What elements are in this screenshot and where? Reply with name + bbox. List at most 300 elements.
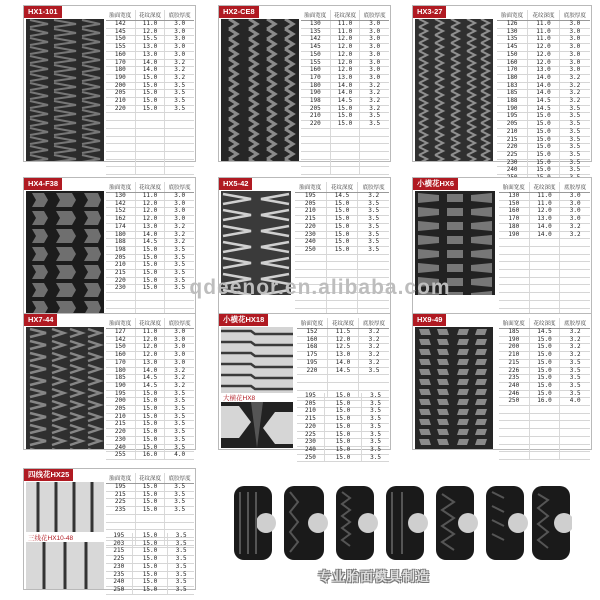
column-header: 胎面宽度 bbox=[106, 318, 135, 329]
table-cell bbox=[330, 167, 360, 175]
table-cell: 12.0 bbox=[135, 200, 165, 208]
column-header: 花纹深度 bbox=[330, 10, 360, 21]
table-cell: 13.0 bbox=[135, 51, 165, 59]
table-row bbox=[106, 586, 194, 594]
table-cell: 13.0 bbox=[135, 44, 165, 52]
table-cell: 14.5 bbox=[528, 98, 559, 106]
column-header: 花纹深度 bbox=[529, 182, 560, 193]
table-cell: 220 bbox=[106, 105, 135, 113]
table-cell: 13.0 bbox=[327, 352, 358, 360]
table-row bbox=[297, 446, 389, 454]
table-cell: 14.0 bbox=[135, 67, 165, 75]
table-cell: 190 bbox=[499, 336, 529, 344]
table-cell bbox=[135, 300, 165, 308]
table-cell: 205 bbox=[301, 105, 330, 113]
table-row bbox=[295, 223, 389, 231]
tire-showcase-image bbox=[232, 482, 572, 562]
table-cell: 15.0 bbox=[135, 444, 165, 452]
table-row bbox=[106, 563, 194, 571]
table-cell: 195 bbox=[295, 193, 326, 201]
table-cell: 15.0 bbox=[326, 239, 358, 247]
table-cell: 14.0 bbox=[529, 223, 560, 231]
table-row bbox=[499, 223, 590, 231]
table-cell: 15.0 bbox=[135, 270, 165, 278]
table-cell: 130 bbox=[106, 193, 135, 201]
table-row bbox=[106, 246, 194, 254]
table-cell: 3.5 bbox=[560, 382, 590, 390]
table-cell: 162 bbox=[106, 216, 135, 224]
table-cell: 3.5 bbox=[165, 421, 194, 429]
table-cell: 195 bbox=[106, 533, 132, 540]
table-cell: 15.0 bbox=[135, 262, 165, 270]
table-cell: 205 bbox=[295, 200, 326, 208]
table-cell: 15.0 bbox=[528, 151, 559, 159]
table-header-row bbox=[106, 473, 194, 484]
table-cell bbox=[499, 246, 529, 254]
table-cell bbox=[330, 151, 360, 159]
table-row-empty bbox=[295, 300, 389, 308]
panel-hx2-ce8 bbox=[218, 5, 391, 162]
watermark-text: qdeenor.en.alibaba.com bbox=[189, 276, 451, 299]
table-cell: 15.0 bbox=[528, 159, 559, 167]
table-cell: 3.0 bbox=[559, 28, 590, 36]
table-cell: 3.2 bbox=[165, 59, 194, 67]
table-cell: 205 bbox=[297, 400, 324, 408]
spec-table bbox=[106, 318, 194, 460]
table-cell: 15.0 bbox=[324, 446, 361, 454]
panel-hx9-49 bbox=[412, 313, 592, 450]
table-cell: 3.5 bbox=[559, 113, 590, 121]
table-cell: 15.0 bbox=[135, 429, 165, 437]
table-cell: 3.5 bbox=[165, 406, 194, 414]
table-cell: 12.0 bbox=[528, 59, 559, 67]
spec-table bbox=[301, 10, 389, 175]
table-row bbox=[297, 423, 389, 431]
table-cell: 3.5 bbox=[362, 439, 389, 447]
table-cell: 11.0 bbox=[529, 200, 560, 208]
table-cell: 15.0 bbox=[132, 548, 168, 556]
table-cell: 12.0 bbox=[330, 36, 360, 44]
table-cell: 210 bbox=[106, 262, 135, 270]
column-header: 花纹深度 bbox=[326, 182, 358, 193]
table-row bbox=[106, 359, 194, 367]
table-cell: 13.0 bbox=[529, 216, 560, 224]
table-cell: 210 bbox=[301, 113, 330, 121]
panel-title: HX7-44 bbox=[24, 314, 57, 326]
table-header-row bbox=[297, 318, 389, 329]
table-cell: 198 bbox=[301, 98, 330, 106]
table-cell: 3.0 bbox=[165, 36, 194, 44]
table-cell: 15.0 bbox=[324, 431, 361, 439]
table-cell: 3.2 bbox=[359, 336, 389, 344]
column-header: 花纹深度 bbox=[135, 182, 165, 193]
table-cell: 3.5 bbox=[165, 436, 194, 444]
panel-hx1-101 bbox=[23, 5, 196, 162]
spec-table bbox=[499, 182, 590, 316]
tread-pattern-image bbox=[26, 327, 104, 449]
table-cell: 15.0 bbox=[528, 113, 559, 121]
table-cell: 180 bbox=[497, 74, 528, 82]
table-cell: 215 bbox=[106, 548, 132, 556]
table-cell bbox=[560, 436, 590, 444]
table-cell bbox=[529, 452, 560, 460]
table-cell: 250 bbox=[499, 398, 529, 406]
table-cell: 15.0 bbox=[135, 254, 165, 262]
table-cell: 15.0 bbox=[135, 82, 165, 90]
table-cell: 190 bbox=[499, 231, 529, 239]
table-cell bbox=[529, 246, 560, 254]
panel-title: HX3-27 bbox=[413, 6, 446, 18]
table-cell: 3.5 bbox=[165, 82, 194, 90]
table-cell: 15.0 bbox=[135, 74, 165, 82]
table-cell: 11.0 bbox=[528, 36, 559, 44]
table-cell bbox=[359, 382, 389, 390]
table-cell: 203 bbox=[106, 540, 132, 548]
table-cell: 3.5 bbox=[165, 491, 194, 499]
table-cell: 3.0 bbox=[165, 200, 194, 208]
table-cell: 3.5 bbox=[168, 563, 194, 571]
table-cell: 127 bbox=[106, 329, 135, 337]
table-cell: 3.5 bbox=[362, 408, 389, 416]
table-cell: 135 bbox=[301, 28, 330, 36]
table-cell: 145 bbox=[106, 28, 135, 36]
table-cell: 3.5 bbox=[168, 579, 194, 587]
table-cell: 240 bbox=[499, 382, 529, 390]
table-cell bbox=[360, 128, 389, 136]
table-cell: 12.0 bbox=[528, 51, 559, 59]
table-cell: 11.0 bbox=[330, 21, 360, 29]
table-cell: 3.5 bbox=[559, 105, 590, 113]
table-cell: 3.5 bbox=[362, 446, 389, 454]
table-cell: 12.0 bbox=[528, 44, 559, 52]
table-cell: 3.5 bbox=[358, 239, 389, 247]
table-row-empty bbox=[106, 514, 194, 522]
table-row bbox=[497, 151, 590, 159]
table-cell: 3.5 bbox=[165, 484, 194, 492]
table-cell: 11.0 bbox=[330, 28, 360, 36]
table-cell: 190 bbox=[301, 90, 330, 98]
table-cell: 3.5 bbox=[165, 277, 194, 285]
table-cell: 12.0 bbox=[330, 51, 360, 59]
table-cell: 3.0 bbox=[165, 28, 194, 36]
table-cell: 3.5 bbox=[560, 359, 590, 367]
table-cell: 15.0 bbox=[330, 113, 360, 121]
table-cell: 205 bbox=[106, 90, 135, 98]
table-cell: 160 bbox=[301, 67, 330, 75]
table-cell: 14.5 bbox=[528, 105, 559, 113]
table-cell: 3.0 bbox=[560, 216, 590, 224]
table-cell bbox=[560, 300, 590, 308]
table-cell: 3.0 bbox=[559, 36, 590, 44]
table-cell: 3.0 bbox=[165, 193, 194, 201]
table-cell: 15.0 bbox=[132, 533, 168, 540]
table-cell: 15.0 bbox=[529, 359, 560, 367]
table-cell: 3.0 bbox=[165, 344, 194, 352]
table-cell: 3.5 bbox=[165, 413, 194, 421]
tread-pattern-image bbox=[221, 327, 293, 393]
table-cell: 15.0 bbox=[326, 246, 358, 254]
column-header: 胎面宽度 bbox=[499, 318, 529, 329]
table-cell bbox=[330, 128, 360, 136]
table-cell: 15.0 bbox=[324, 454, 361, 462]
table-cell: 3.0 bbox=[165, 51, 194, 59]
table-cell: 130 bbox=[499, 193, 529, 201]
table-cell: 15.0 bbox=[132, 571, 168, 579]
table-cell: 160 bbox=[499, 208, 529, 216]
table-row-empty bbox=[106, 151, 194, 159]
table-cell: 15.0 bbox=[528, 144, 559, 152]
table-cell bbox=[297, 382, 327, 390]
table-cell: 15.0 bbox=[135, 484, 165, 492]
table-cell: 240 bbox=[106, 444, 135, 452]
table-cell: 240 bbox=[295, 239, 326, 247]
table-cell: 15.0 bbox=[132, 563, 168, 571]
table-cell: 225 bbox=[106, 556, 132, 564]
table-cell bbox=[301, 167, 330, 175]
table-cell: 15.0 bbox=[529, 382, 560, 390]
panel-title: HX1-101 bbox=[24, 6, 62, 18]
table-cell: 142 bbox=[301, 36, 330, 44]
table-cell bbox=[106, 128, 135, 136]
table-row bbox=[297, 454, 389, 462]
table-cell: 3.5 bbox=[168, 571, 194, 579]
table-row bbox=[106, 74, 194, 82]
table-cell: 3.2 bbox=[360, 82, 389, 90]
table-row bbox=[499, 359, 590, 367]
table-cell: 183 bbox=[497, 82, 528, 90]
table-cell: 3.2 bbox=[358, 193, 389, 201]
table-cell bbox=[560, 452, 590, 460]
table-cell: 3.2 bbox=[560, 329, 590, 337]
tread-pattern-image bbox=[221, 19, 299, 161]
column-header: 胎面宽度 bbox=[497, 10, 528, 21]
table-cell: 3.2 bbox=[560, 223, 590, 231]
table-cell: 3.0 bbox=[559, 44, 590, 52]
table-cell: 15.0 bbox=[529, 352, 560, 360]
table-header-row bbox=[499, 318, 590, 329]
table-cell: 14.0 bbox=[135, 367, 165, 375]
table-cell: 15.0 bbox=[135, 507, 165, 515]
table-cell: 3.5 bbox=[165, 499, 194, 507]
table-cell: 15.0 bbox=[132, 540, 168, 548]
table-cell: 225 bbox=[497, 151, 528, 159]
table-cell: 3.0 bbox=[165, 216, 194, 224]
column-header: 底胶厚度 bbox=[165, 182, 194, 193]
column-header: 底胶厚度 bbox=[560, 182, 590, 193]
table-cell: 15.0 bbox=[326, 216, 358, 224]
table-header-row bbox=[106, 10, 194, 21]
table-cell: 15.0 bbox=[324, 408, 361, 416]
table-cell: 155 bbox=[106, 44, 135, 52]
table-cell: 15.0 bbox=[135, 398, 165, 406]
table-cell: 215 bbox=[499, 359, 529, 367]
table-cell bbox=[165, 128, 194, 136]
table-cell: 145 bbox=[301, 44, 330, 52]
table-cell bbox=[529, 436, 560, 444]
table-cell: 174 bbox=[106, 223, 135, 231]
table-cell: 14.5 bbox=[327, 367, 358, 375]
table-cell: 185 bbox=[106, 375, 135, 383]
table-cell bbox=[360, 151, 389, 159]
table-cell: 3.5 bbox=[560, 390, 590, 398]
table-cell: 14.0 bbox=[528, 74, 559, 82]
table-cell: 3.5 bbox=[358, 208, 389, 216]
table-cell: 195 bbox=[297, 393, 324, 400]
table-cell: 15.0 bbox=[528, 121, 559, 129]
table-cell: 145 bbox=[497, 44, 528, 52]
table-cell: 235 bbox=[106, 507, 135, 515]
table-cell: 15.0 bbox=[324, 393, 361, 400]
table-cell: 13.0 bbox=[528, 67, 559, 75]
table-cell: 3.5 bbox=[165, 254, 194, 262]
table-cell bbox=[106, 151, 135, 159]
column-header: 胎面宽度 bbox=[106, 473, 135, 484]
table-cell: 14.5 bbox=[330, 98, 360, 106]
table-cell: 4.0 bbox=[165, 452, 194, 460]
table-cell: 15.0 bbox=[324, 439, 361, 447]
table-cell: 3.2 bbox=[165, 375, 194, 383]
column-header: 花纹深度 bbox=[135, 318, 165, 329]
table-cell: 250 bbox=[295, 246, 326, 254]
table-cell: 205 bbox=[106, 406, 135, 414]
table-cell: 15.0 bbox=[326, 200, 358, 208]
table-cell: 225 bbox=[106, 499, 135, 507]
column-header: 花纹深度 bbox=[529, 318, 560, 329]
table-cell bbox=[106, 514, 135, 522]
table-cell bbox=[106, 300, 135, 308]
table-cell: 3.0 bbox=[360, 21, 389, 29]
column-header: 胎面宽度 bbox=[106, 182, 135, 193]
table-cell: 210 bbox=[295, 208, 326, 216]
table-cell: 126 bbox=[497, 21, 528, 29]
table-cell: 3.5 bbox=[358, 231, 389, 239]
table-cell: 205 bbox=[497, 121, 528, 129]
table-cell bbox=[358, 300, 389, 308]
spec-table bbox=[297, 318, 389, 398]
table-cell: 3.2 bbox=[360, 90, 389, 98]
table-cell: 12.0 bbox=[330, 67, 360, 75]
table-cell: 3.2 bbox=[560, 352, 590, 360]
table-cell: 3.2 bbox=[360, 105, 389, 113]
table-cell: 14.5 bbox=[135, 375, 165, 383]
table-cell: 240 bbox=[497, 167, 528, 175]
table-cell: 3.0 bbox=[165, 329, 194, 337]
table-cell bbox=[360, 167, 389, 175]
table-cell: 15.5 bbox=[135, 36, 165, 44]
table-cell: 210 bbox=[497, 128, 528, 136]
table-cell: 200 bbox=[499, 344, 529, 352]
table-cell: 3.0 bbox=[559, 21, 590, 29]
table-cell: 15.0 bbox=[324, 423, 361, 431]
table-cell bbox=[135, 514, 165, 522]
table-cell: 150 bbox=[301, 51, 330, 59]
table-cell: 215 bbox=[106, 421, 135, 429]
sub-pattern-label: 大横花HX8 bbox=[223, 395, 256, 402]
table-cell: 3.5 bbox=[165, 398, 194, 406]
table-cell: 3.5 bbox=[559, 121, 590, 129]
table-cell: 12.0 bbox=[330, 59, 360, 67]
column-header: 胎面宽度 bbox=[499, 182, 529, 193]
table-cell: 14.0 bbox=[528, 90, 559, 98]
table-row bbox=[106, 223, 194, 231]
table-header-row bbox=[106, 318, 194, 329]
table-cell: 12.0 bbox=[135, 344, 165, 352]
table-cell: 15.0 bbox=[330, 105, 360, 113]
table-cell: 11.5 bbox=[327, 329, 358, 337]
table-cell: 15.0 bbox=[132, 579, 168, 587]
table-cell: 15.0 bbox=[135, 499, 165, 507]
table-cell: 3.0 bbox=[360, 67, 389, 75]
table-cell: 230 bbox=[106, 563, 132, 571]
table-cell: 3.5 bbox=[358, 216, 389, 224]
table-cell: 14.0 bbox=[330, 90, 360, 98]
column-header: 底胶厚度 bbox=[358, 182, 389, 193]
column-header: 底胶厚度 bbox=[560, 318, 590, 329]
table-cell: 15.0 bbox=[132, 556, 168, 564]
table-cell: 210 bbox=[297, 408, 324, 416]
table-cell: 14.5 bbox=[135, 239, 165, 247]
table-cell: 230 bbox=[497, 159, 528, 167]
table-cell: 15.0 bbox=[326, 223, 358, 231]
table-cell: 3.0 bbox=[559, 51, 590, 59]
table-cell: 3.5 bbox=[362, 393, 389, 400]
table-cell: 15.0 bbox=[529, 336, 560, 344]
table-row-empty bbox=[301, 128, 389, 136]
table-cell: 3.2 bbox=[560, 336, 590, 344]
table-cell: 198 bbox=[106, 246, 135, 254]
slogan-text: 专业胎面模具制造 bbox=[318, 569, 431, 584]
tread-pattern-image bbox=[415, 327, 493, 449]
table-cell: 3.0 bbox=[165, 359, 194, 367]
table-cell: 226 bbox=[499, 367, 529, 375]
table-cell: 3.2 bbox=[360, 98, 389, 106]
table-cell: 190 bbox=[106, 382, 135, 390]
table-cell: 190 bbox=[497, 105, 528, 113]
table-cell: 11.0 bbox=[135, 193, 165, 201]
table-cell: 220 bbox=[106, 277, 135, 285]
table-cell: 3.5 bbox=[358, 223, 389, 231]
table-cell: 3.5 bbox=[559, 167, 590, 175]
table-cell: 3.0 bbox=[560, 208, 590, 216]
table-cell: 230 bbox=[297, 439, 324, 447]
table-cell: 220 bbox=[106, 429, 135, 437]
table-cell: 215 bbox=[106, 491, 135, 499]
table-cell: 3.5 bbox=[165, 262, 194, 270]
table-row bbox=[106, 452, 194, 460]
spec-table bbox=[497, 10, 590, 183]
table-cell: 13.0 bbox=[330, 74, 360, 82]
column-header: 底胶厚度 bbox=[359, 318, 389, 329]
table-cell: 15.0 bbox=[529, 375, 560, 383]
table-cell: 12.5 bbox=[327, 344, 358, 352]
table-cell: 3.2 bbox=[559, 82, 590, 90]
table-header-row bbox=[499, 182, 590, 193]
table-cell: 170 bbox=[499, 216, 529, 224]
table-cell: 14.0 bbox=[135, 231, 165, 239]
table-cell: 11.0 bbox=[529, 193, 560, 201]
table-cell bbox=[165, 167, 194, 175]
table-cell: 15.0 bbox=[324, 416, 361, 424]
table-cell: 3.0 bbox=[360, 59, 389, 67]
table-cell: 3.2 bbox=[359, 329, 389, 337]
table-cell: 15.0 bbox=[135, 285, 165, 293]
table-cell: 3.2 bbox=[359, 359, 389, 367]
table-cell: 3.5 bbox=[362, 454, 389, 462]
table-row-empty bbox=[499, 436, 590, 444]
column-header: 底胶厚度 bbox=[165, 10, 194, 21]
table-cell: 3.5 bbox=[559, 144, 590, 152]
spec-table bbox=[297, 393, 389, 462]
